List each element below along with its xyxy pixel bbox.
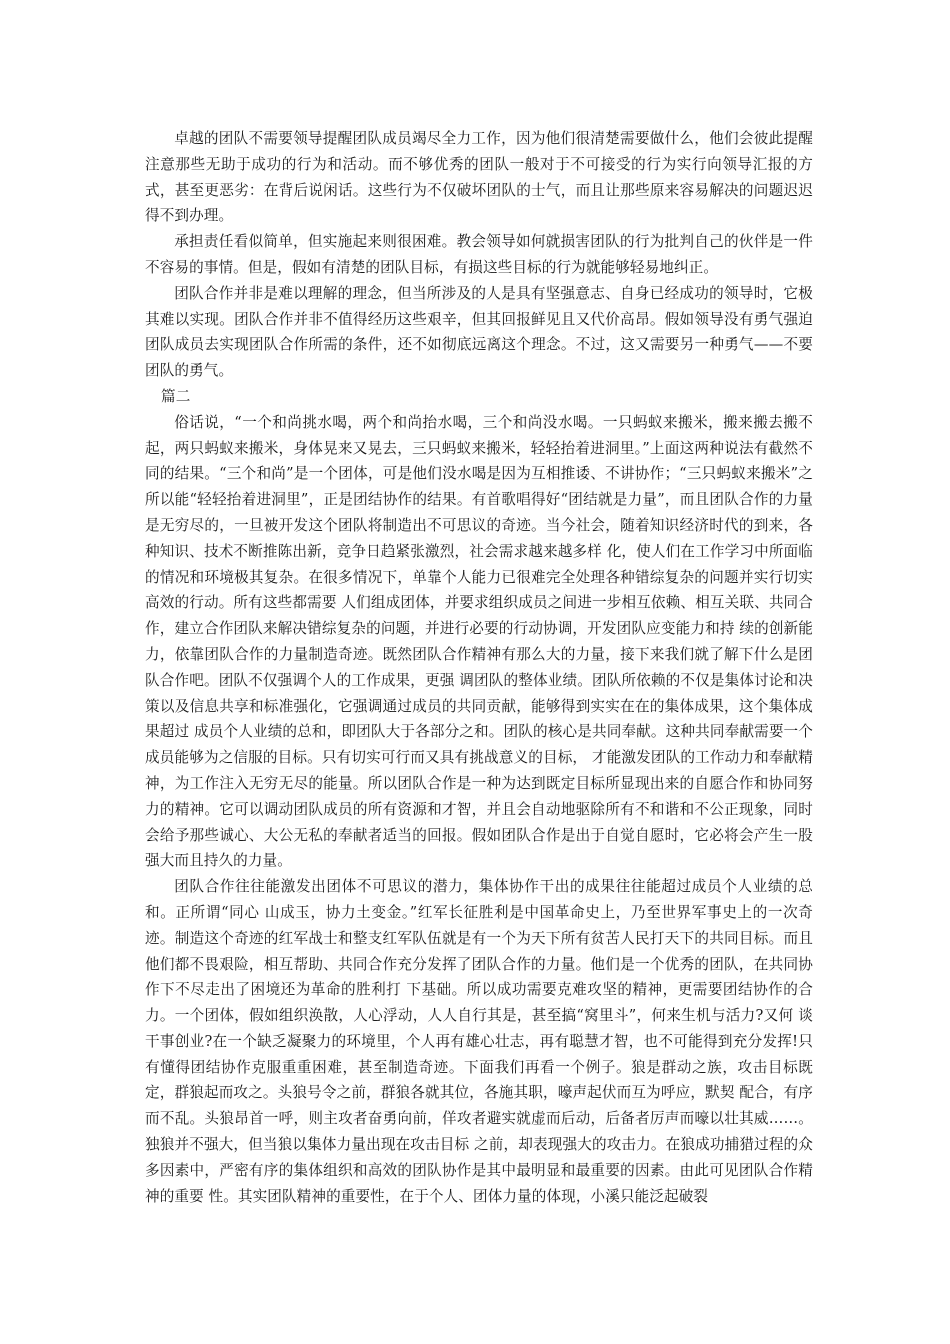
- section-heading: 篇二: [161, 387, 191, 405]
- document-body: [145, 126, 813, 1209]
- paragraph-teamwork-concept: 团队合作并非是难以理解的理念，但当所涉及的人是具有坚强意志、自身已经成功的领导时，它极其难以实现。团队合作并非不值得经历这些艰辛，但其回报鲜见且又代价高昂。假如领导没有勇气强迫团队成员去实现团队合作所需的条件，还不如彻底远离这个理念。不过，这又需要另一种勇气——不要团队的勇气。: [145, 284, 813, 380]
- paragraph-team-accountability: 卓越的团队不需要领导提醒团队成员竭尽全力工作，因为他们很清楚需要做什么，他们会彼此提醒注意那些无助于成功的行为和活动。而不够优秀的团队一般对于不可接受的行为实行向领导汇报的方式，甚至更恶劣：在背后说闲话。这些行为不仅破坏团队的士气，而且让那些原来容易解决的问题迟迟得不到办理。: [145, 130, 813, 225]
- paragraph-responsibility: 承担责任看似简单，但实施起来则很困难。教会领导如何就损害团队的行为批判自己的伙伴是一件不容易的事情。但是，假如有清楚的团队目标，有损这些目标的行为就能够轻易地纠正。: [145, 233, 813, 276]
- paragraph-proverb: 俗话说，“一个和尚挑水喝，两个和尚抬水喝，三个和尚没水喝。一只蚂蚁来搬米，搬来搬去搬不起，两只蚂蚁来搬米，身体晃来又晃去，三只蚂蚁来搬米，轻轻抬着进洞里。”上面这两种说法有截然不同的结果。“三个和尚”是一个团体，可是他们没水喝是因为互相推诿、不讲协作；“三只蚂蚁来搬米”之所以能“轻轻抬着进洞里”，正是团结协作的结果。有首歌唱得好“团结就是力量”，而且团队合作的力量是无穷尽的，一旦被开发这个团队将制造出不可思议的奇迹。当今社会，随着知识经济时代的到来，各种知识、技术不断推陈出新，竞争日趋紧张激烈，社会需求越来越多样 化，使人们在工作学习中所面临的情况和环境极其复杂。在很多情况下，单靠个人能力已很难完全处理各种错综复杂的问题并实行切实高效的行动。所有这些都需要 人们组成团体，并要求组织成员之间进一步相互依赖、相互关联、共同合作，建立合作团队来解决错综复杂的问题，并进行必要的行动协调，开发团队应变能力和持 续的创新能力，依靠团队合作的力量制造奇迹。既然团队合作精神有那么大的力量，接下来我们就了解下什么是团队合作吧。团队不仅强调个人的工作成果，更强 调团队的整体业绩。团队所依赖的不仅是集体讨论和决策以及信息共享和标准强化，它强调通过成员的共同贡献，能够得到实实在在的集体成果，这个集体成果超过 成员个人业绩的总和，即团队大于各部分之和。团队的核心是共同奉献。这种共同奉献需要一个成员能够为之信服的目标。只有切实可行而又具有挑战意义的目标， 才能激发团队的工作动力和奉献精神，为工作注入无穷无尽的能量。所以团队合作是一种为达到既定目标所显现出来的自愿合作和协同努力的精神。它可以调动团队成员的所有资源和才智，并且会自动地驱除所有不和谐和不公正现象，同时会给予那些诚心、大公无私的奉献者适当的回报。假如团队合作是出于自觉自愿时，它必将会产生一股强大而且持久的力量。: [145, 413, 813, 870]
- paragraph-team-potential: 团队合作往往能激发出团体不可思议的潜力，集体协作干出的成果往往能超过成员个人业绩的总和。正所谓“同心 山成玉，协力土变金。”红军长征胜利是中国革命史上，乃至世界军事史上的一次奇迹。制造这个奇迹的红军战士和整支红军队伍就是有一个为天下所有贫苦人民打天下的共同目标。而且他们都不畏艰险，相互帮助、共同合作充分发挥了团队合作的力量。他们是一个优秀的团队，在共同协作下不尽走出了困境还为革命的胜利打 下基础。所以成功需要克难攻坚的精神，更需要团结协作的合力。一个团体，假如组织涣散，人心浮动，人人自行其是，甚至搞“窝里斗”，何来生机与活力?又何 谈干事创业?在一个缺乏凝聚力的环境里，个人再有雄心壮志，再有聪慧才智，也不可能得到充分发挥!只有懂得团结协作克服重重困难，甚至制造奇迹。下面我们再看一个例子。狼是群动之族，攻击目标既定，群狼起而攻之。头狼号令之前，群狼各就其位，各施其职，嚎声起伏而互为呼应，默契 配合，有序而不乱。头狼昂首一呼，则主攻者奋勇向前，佯攻者避实就虚而后动，后备者厉声而嚎以壮其威……。独狼并不强大，但当狼以集体力量出现在攻击目标 之前，却表现强大的攻击力。在狼成功捕猎过程的众多因素中，严密有序的集体组织和高效的团队协作是其中最明显和最重要的因素。由此可见团队合作精神的重要 性。其实团队精神的重要性，在于个人、团体力量的体现，小溪只能泛起破裂: [145, 878, 813, 1205]
